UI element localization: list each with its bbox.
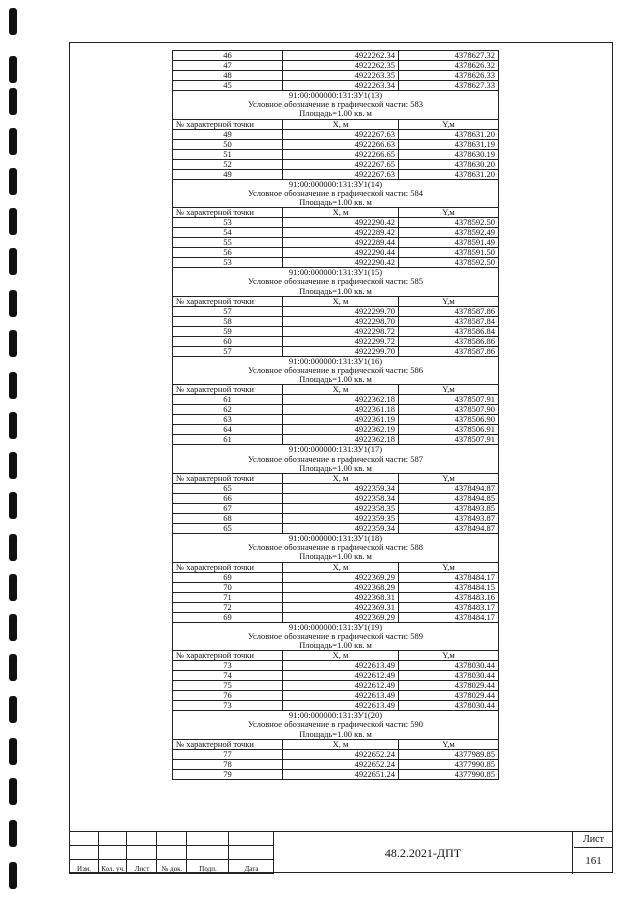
y-coordinate: 4378493.87 bbox=[399, 514, 499, 524]
y-coordinate: 4378626.32 bbox=[399, 61, 499, 71]
binder-mark bbox=[9, 614, 17, 641]
x-coordinate: 4922613.49 bbox=[283, 691, 399, 701]
point-number: 65 bbox=[173, 524, 283, 534]
x-coordinate: 4922362.19 bbox=[283, 425, 399, 435]
x-coordinate: 4922289.42 bbox=[283, 228, 399, 238]
area-label: Площадь=1.00 кв. м bbox=[299, 285, 372, 296]
coordinates-table bbox=[172, 50, 499, 780]
binder-mark bbox=[9, 372, 17, 399]
table-row bbox=[173, 582, 499, 592]
y-coordinate: 4378494.87 bbox=[399, 524, 499, 534]
binder-mark bbox=[9, 452, 17, 479]
section-header bbox=[173, 91, 499, 120]
table-row bbox=[173, 592, 499, 602]
point-number: 69 bbox=[173, 572, 283, 582]
y-coordinate: 4378586.84 bbox=[399, 326, 499, 336]
y-coordinate: 4378484.17 bbox=[399, 572, 499, 582]
point-number: 75 bbox=[173, 681, 283, 691]
point-number: 65 bbox=[173, 484, 283, 494]
point-number: 78 bbox=[173, 759, 283, 769]
point-number: 63 bbox=[173, 415, 283, 425]
table-row bbox=[173, 524, 499, 534]
y-coordinate: 4378592.50 bbox=[399, 218, 499, 228]
x-coordinate: 4922298.70 bbox=[283, 316, 399, 326]
binder-mark bbox=[9, 654, 17, 681]
table-row bbox=[173, 494, 499, 504]
graphic-designation: Условное обозначение в графической части: 584 bbox=[248, 187, 423, 198]
table-row bbox=[173, 149, 499, 159]
binder-mark bbox=[9, 862, 17, 889]
area-label: Площадь=1.00 кв. м bbox=[299, 462, 372, 473]
table-row bbox=[173, 435, 499, 445]
revision-cell bbox=[187, 846, 229, 860]
point-number: 49 bbox=[173, 129, 283, 139]
point-number: 58 bbox=[173, 316, 283, 326]
point-no-header: № характерной точки bbox=[173, 739, 283, 749]
binder-mark bbox=[9, 574, 17, 601]
graphic-designation: Условное обозначение в графической части: 583 bbox=[248, 99, 423, 110]
table-row bbox=[173, 701, 499, 711]
document-code: 48.2.2021-ДПТ bbox=[274, 832, 573, 874]
area-label: Площадь=1.00 кв. м bbox=[299, 551, 372, 562]
x-coordinate: 4922267.63 bbox=[283, 169, 399, 179]
section-header bbox=[173, 268, 499, 297]
table-row bbox=[173, 602, 499, 612]
graphic-designation: Условное обозначение в графической части: 589 bbox=[248, 630, 423, 641]
table-row bbox=[173, 129, 499, 139]
binder-mark bbox=[9, 492, 17, 519]
y-coordinate: 4378494.87 bbox=[399, 484, 499, 494]
table-row bbox=[173, 139, 499, 149]
table-row bbox=[173, 671, 499, 681]
table-row bbox=[173, 759, 499, 769]
cadastral-number: 91:00:000000:131:ЗУ1(20) bbox=[288, 710, 383, 721]
y-header: Y,м bbox=[399, 208, 499, 218]
revision-cell bbox=[127, 832, 157, 846]
point-no-header: № характерной точки bbox=[173, 562, 283, 572]
y-coordinate: 4378592.50 bbox=[399, 258, 499, 268]
cadastral-number: 91:00:000000:131:ЗУ1(13) bbox=[288, 90, 383, 100]
section-title bbox=[173, 179, 499, 208]
x-header: X, м bbox=[283, 119, 399, 129]
y-coordinate: 4378483.16 bbox=[399, 592, 499, 602]
table-row bbox=[173, 572, 499, 582]
column-header-row bbox=[173, 385, 499, 395]
x-coordinate: 4922613.49 bbox=[283, 701, 399, 711]
table-row bbox=[173, 238, 499, 248]
y-coordinate: 4377990.85 bbox=[399, 769, 499, 779]
y-coordinate: 4378030.44 bbox=[399, 671, 499, 681]
area-label: Площадь=1.00 кв. м bbox=[299, 728, 372, 739]
x-coordinate: 4922369.31 bbox=[283, 602, 399, 612]
x-coordinate: 4922299.70 bbox=[283, 346, 399, 356]
point-number: 57 bbox=[173, 346, 283, 356]
revision-column-label: Подп. bbox=[199, 865, 217, 873]
table-row bbox=[173, 425, 499, 435]
point-number: 69 bbox=[173, 612, 283, 622]
y-coordinate: 4377989.85 bbox=[399, 749, 499, 759]
section-header bbox=[173, 445, 499, 474]
x-header: X, м bbox=[283, 296, 399, 306]
x-coordinate: 4922368.29 bbox=[283, 582, 399, 592]
point-number: 77 bbox=[173, 749, 283, 759]
y-coordinate: 4378484.15 bbox=[399, 582, 499, 592]
y-coordinate: 4378506.91 bbox=[399, 425, 499, 435]
graphic-designation: Условное обозначение в графической части: 588 bbox=[248, 542, 423, 553]
x-coordinate: 4922263.35 bbox=[283, 71, 399, 81]
y-header: Y,м bbox=[399, 562, 499, 572]
binder-mark bbox=[9, 168, 17, 195]
y-coordinate: 4378587.86 bbox=[399, 306, 499, 316]
binder-mark bbox=[9, 8, 17, 35]
binder-mark bbox=[9, 412, 17, 439]
binder-mark bbox=[9, 696, 17, 723]
point-number: 49 bbox=[173, 169, 283, 179]
point-no-header: № характерной точки bbox=[173, 385, 283, 395]
cadastral-number: 91:00:000000:131:ЗУ1(18) bbox=[288, 533, 383, 544]
binder-mark bbox=[9, 208, 17, 235]
section-header bbox=[173, 622, 499, 651]
section-header bbox=[173, 356, 499, 385]
point-number: 61 bbox=[173, 435, 283, 445]
sheet-number: 161 bbox=[585, 855, 602, 867]
y-coordinate: 4378507.91 bbox=[399, 435, 499, 445]
x-coordinate: 4922361.18 bbox=[283, 405, 399, 415]
revision-column-label: Дата bbox=[244, 865, 259, 873]
point-number: 70 bbox=[173, 582, 283, 592]
table-row bbox=[173, 169, 499, 179]
y-coordinate: 4378506.90 bbox=[399, 415, 499, 425]
point-number: 53 bbox=[173, 218, 283, 228]
table-row bbox=[173, 612, 499, 622]
point-no-header: № характерной точки bbox=[173, 296, 283, 306]
table-row bbox=[173, 504, 499, 514]
x-coordinate: 4922263.34 bbox=[283, 81, 399, 91]
x-coordinate: 4922262.35 bbox=[283, 61, 399, 71]
table-row bbox=[173, 306, 499, 316]
cadastral-number: 91:00:000000:131:ЗУ1(17) bbox=[288, 444, 383, 455]
revision-cell bbox=[229, 846, 274, 860]
point-number: 60 bbox=[173, 336, 283, 346]
table-row bbox=[173, 159, 499, 169]
column-header-row bbox=[173, 651, 499, 661]
x-coordinate: 4922290.42 bbox=[283, 258, 399, 268]
x-coordinate: 4922290.44 bbox=[283, 248, 399, 258]
x-coordinate: 4922266.63 bbox=[283, 139, 399, 149]
revision-column-label: Лист bbox=[134, 865, 150, 873]
revision-cell bbox=[157, 846, 187, 860]
y-coordinate: 4378630.19 bbox=[399, 149, 499, 159]
graphic-designation: Условное обозначение в графической части: 587 bbox=[248, 453, 423, 464]
area-label: Площадь=1.00 кв. м bbox=[299, 374, 372, 385]
cadastral-number: 91:00:000000:131:ЗУ1(16) bbox=[288, 356, 383, 366]
y-coordinate: 4378627.32 bbox=[399, 51, 499, 61]
x-coordinate: 4922369.29 bbox=[283, 612, 399, 622]
cadastral-number: 91:00:000000:131:ЗУ1(15) bbox=[288, 267, 383, 278]
x-coordinate: 4922290.42 bbox=[283, 218, 399, 228]
y-coordinate: 4378494.85 bbox=[399, 494, 499, 504]
x-coordinate: 4922298.72 bbox=[283, 326, 399, 336]
point-number: 73 bbox=[173, 701, 283, 711]
y-coordinate: 4378493.85 bbox=[399, 504, 499, 514]
point-number: 68 bbox=[173, 514, 283, 524]
x-coordinate: 4922652.24 bbox=[283, 749, 399, 759]
table-row bbox=[173, 61, 499, 71]
table-row bbox=[173, 661, 499, 671]
column-header-row bbox=[173, 208, 499, 218]
sheet-label: Лист bbox=[574, 832, 613, 848]
y-header: Y,м bbox=[399, 474, 499, 484]
revision-cell bbox=[69, 832, 99, 846]
point-number: 67 bbox=[173, 504, 283, 514]
table-row bbox=[173, 71, 499, 81]
table-row bbox=[173, 346, 499, 356]
point-number: 55 bbox=[173, 238, 283, 248]
y-coordinate: 4378030.44 bbox=[399, 661, 499, 671]
revision-cell bbox=[127, 846, 157, 860]
y-coordinate: 4378484.17 bbox=[399, 612, 499, 622]
point-number: 76 bbox=[173, 691, 283, 701]
y-header: Y,м bbox=[399, 385, 499, 395]
x-coordinate: 4922266.65 bbox=[283, 149, 399, 159]
revision-cell bbox=[187, 832, 229, 846]
point-number: 50 bbox=[173, 139, 283, 149]
x-coordinate: 4922358.35 bbox=[283, 504, 399, 514]
table-row bbox=[173, 769, 499, 779]
point-number: 62 bbox=[173, 405, 283, 415]
table-row bbox=[173, 749, 499, 759]
point-number: 79 bbox=[173, 769, 283, 779]
x-header: X, м bbox=[283, 651, 399, 661]
x-coordinate: 4922299.70 bbox=[283, 306, 399, 316]
y-coordinate: 4378483.17 bbox=[399, 602, 499, 612]
x-coordinate: 4922299.72 bbox=[283, 336, 399, 346]
y-coordinate: 4378626.33 bbox=[399, 71, 499, 81]
binder-mark bbox=[9, 534, 17, 561]
y-coordinate: 4378631.20 bbox=[399, 129, 499, 139]
graphic-designation: Условное обозначение в графической части: 585 bbox=[248, 276, 423, 287]
y-coordinate: 4378029.44 bbox=[399, 681, 499, 691]
y-header: Y,м bbox=[399, 739, 499, 749]
x-coordinate: 4922359.35 bbox=[283, 514, 399, 524]
binder-mark bbox=[9, 738, 17, 765]
x-coordinate: 4922369.29 bbox=[283, 572, 399, 582]
table-row bbox=[173, 691, 499, 701]
column-header-row bbox=[173, 296, 499, 306]
y-header: Y,м bbox=[399, 119, 499, 129]
table-row bbox=[173, 81, 499, 91]
y-coordinate: 4378592.49 bbox=[399, 228, 499, 238]
area-label: Площадь=1.00 кв. м bbox=[299, 108, 372, 119]
x-coordinate: 4922362.18 bbox=[283, 435, 399, 445]
x-coordinate: 4922267.65 bbox=[283, 159, 399, 169]
x-coordinate: 4922613.49 bbox=[283, 661, 399, 671]
point-number: 61 bbox=[173, 395, 283, 405]
point-number: 66 bbox=[173, 494, 283, 504]
x-header: X, м bbox=[283, 562, 399, 572]
x-coordinate: 4922262.34 bbox=[283, 51, 399, 61]
column-header-row bbox=[173, 562, 499, 572]
y-coordinate: 4378030.44 bbox=[399, 701, 499, 711]
binder-mark bbox=[9, 128, 17, 155]
table-row bbox=[173, 484, 499, 494]
column-header-row bbox=[173, 739, 499, 749]
y-coordinate: 4378631.20 bbox=[399, 169, 499, 179]
table-row bbox=[173, 514, 499, 524]
area-label: Площадь=1.00 кв. м bbox=[299, 197, 372, 208]
title-block bbox=[69, 831, 613, 874]
revision-cell bbox=[157, 832, 187, 846]
y-coordinate: 4378587.86 bbox=[399, 346, 499, 356]
revision-cell bbox=[69, 846, 99, 860]
revision-column-label: № док. bbox=[161, 865, 183, 873]
point-no-header: № характерной точки bbox=[173, 474, 283, 484]
x-coordinate: 4922267.63 bbox=[283, 129, 399, 139]
cadastral-number: 91:00:000000:131:ЗУ1(19) bbox=[288, 622, 383, 632]
x-coordinate: 4922612.49 bbox=[283, 681, 399, 691]
point-no-header: № характерной точки bbox=[173, 651, 283, 661]
section-header bbox=[173, 534, 499, 563]
point-number: 47 bbox=[173, 61, 283, 71]
point-number: 56 bbox=[173, 248, 283, 258]
x-header: X, м bbox=[283, 385, 399, 395]
revision-cell bbox=[99, 832, 127, 846]
section-header bbox=[173, 711, 499, 740]
table-row bbox=[173, 258, 499, 268]
binder-mark bbox=[9, 56, 17, 83]
x-header: X, м bbox=[283, 474, 399, 484]
y-coordinate: 4378591.49 bbox=[399, 238, 499, 248]
x-coordinate: 4922612.49 bbox=[283, 671, 399, 681]
graphic-designation: Условное обозначение в графической части: 586 bbox=[248, 365, 423, 376]
point-number: 72 bbox=[173, 602, 283, 612]
x-coordinate: 4922362.18 bbox=[283, 395, 399, 405]
table-row bbox=[173, 218, 499, 228]
y-header: Y,м bbox=[399, 651, 499, 661]
revision-column-label: Кол. уч. bbox=[101, 865, 125, 873]
revision-column-label: Изм. bbox=[77, 865, 91, 873]
table-row bbox=[173, 681, 499, 691]
binder-mark bbox=[9, 88, 17, 115]
point-no-header: № характерной точки bbox=[173, 208, 283, 218]
point-number: 48 bbox=[173, 71, 283, 81]
point-number: 73 bbox=[173, 661, 283, 671]
table-row bbox=[173, 395, 499, 405]
x-coordinate: 4922651.24 bbox=[283, 769, 399, 779]
table-row bbox=[173, 326, 499, 336]
y-coordinate: 4378627.33 bbox=[399, 81, 499, 91]
graphic-designation: Условное обозначение в графической части: 590 bbox=[248, 719, 423, 730]
y-coordinate: 4378591.50 bbox=[399, 248, 499, 258]
table-row bbox=[173, 405, 499, 415]
y-coordinate: 4378507.91 bbox=[399, 395, 499, 405]
x-header: X, м bbox=[283, 208, 399, 218]
binder-mark bbox=[9, 778, 17, 805]
x-coordinate: 4922358.34 bbox=[283, 494, 399, 504]
table-row bbox=[173, 336, 499, 346]
section-title bbox=[173, 622, 499, 651]
table-row bbox=[173, 415, 499, 425]
y-coordinate: 4378029.44 bbox=[399, 691, 499, 701]
binder-mark bbox=[9, 330, 17, 357]
column-header-row bbox=[173, 474, 499, 484]
revision-cell bbox=[229, 832, 274, 846]
point-number: 64 bbox=[173, 425, 283, 435]
point-number: 53 bbox=[173, 258, 283, 268]
point-number: 52 bbox=[173, 159, 283, 169]
table-row bbox=[173, 51, 499, 61]
y-coordinate: 4378630.20 bbox=[399, 159, 499, 169]
point-no-header: № характерной точки bbox=[173, 119, 283, 129]
y-coordinate: 4378587.84 bbox=[399, 316, 499, 326]
point-number: 51 bbox=[173, 149, 283, 159]
section-title bbox=[173, 711, 499, 740]
table-row bbox=[173, 316, 499, 326]
x-header: X, м bbox=[283, 739, 399, 749]
table-row bbox=[173, 248, 499, 258]
section-title bbox=[173, 445, 499, 474]
x-coordinate: 4922652.24 bbox=[283, 759, 399, 769]
binder-mark bbox=[9, 820, 17, 847]
x-coordinate: 4922359.34 bbox=[283, 484, 399, 494]
x-coordinate: 4922359.34 bbox=[283, 524, 399, 534]
point-number: 57 bbox=[173, 306, 283, 316]
point-number: 71 bbox=[173, 592, 283, 602]
y-coordinate: 4378507.90 bbox=[399, 405, 499, 415]
area-label: Площадь=1.00 кв. м bbox=[299, 640, 372, 651]
column-header-row bbox=[173, 119, 499, 129]
point-number: 45 bbox=[173, 81, 283, 91]
x-coordinate: 4922361.19 bbox=[283, 415, 399, 425]
x-coordinate: 4922368.31 bbox=[283, 592, 399, 602]
section-title bbox=[173, 91, 499, 120]
x-coordinate: 4922289.44 bbox=[283, 238, 399, 248]
y-coordinate: 4378586.86 bbox=[399, 336, 499, 346]
point-number: 74 bbox=[173, 671, 283, 681]
point-number: 46 bbox=[173, 51, 283, 61]
y-coordinate: 4377990.85 bbox=[399, 759, 499, 769]
point-number: 59 bbox=[173, 326, 283, 336]
section-title bbox=[173, 268, 499, 297]
section-header bbox=[173, 179, 499, 208]
y-header: Y,м bbox=[399, 296, 499, 306]
section-title bbox=[173, 356, 499, 385]
section-title bbox=[173, 534, 499, 563]
y-coordinate: 4378631.19 bbox=[399, 139, 499, 149]
revision-cell bbox=[99, 846, 127, 860]
binder-mark bbox=[9, 290, 17, 317]
table-row bbox=[173, 228, 499, 238]
binder-mark bbox=[9, 248, 17, 275]
point-number: 54 bbox=[173, 228, 283, 238]
cadastral-number: 91:00:000000:131:ЗУ1(14) bbox=[288, 179, 383, 189]
binder-holes bbox=[9, 0, 19, 905]
